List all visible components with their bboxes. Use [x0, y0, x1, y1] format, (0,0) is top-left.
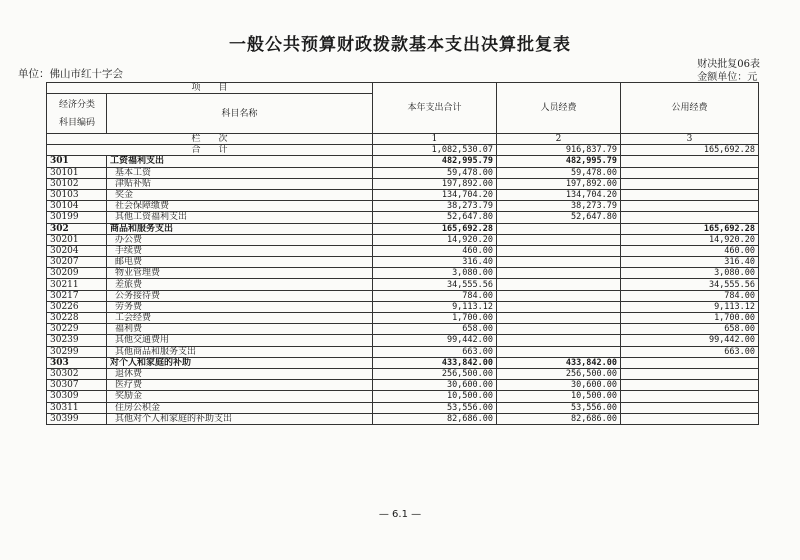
sum-personnel: 916,837.79 [497, 145, 621, 156]
row-total: 460.00 [373, 245, 497, 256]
row-total: 9,113.12 [373, 301, 497, 312]
table-row [47, 301, 759, 312]
row-code: 30101 [47, 167, 107, 178]
row-name: 商品和服务支出 [107, 223, 373, 234]
row-public [621, 357, 759, 368]
table-row [47, 368, 759, 379]
table-row [47, 402, 759, 413]
row-public [621, 402, 759, 413]
table-row [47, 245, 759, 256]
econ-class-label: 经济分类 [59, 100, 96, 110]
row-name: 社会保障缴费 [107, 201, 373, 212]
table-row [47, 156, 759, 167]
table-row [47, 178, 759, 189]
row-personnel [497, 301, 621, 312]
sum-total: 1,082,530.07 [373, 145, 497, 156]
row-code: 30204 [47, 245, 107, 256]
row-name: 住房公积金 [107, 402, 373, 413]
row-code: 30201 [47, 234, 107, 245]
index-label: 栏 次 [47, 134, 373, 145]
table-row [47, 357, 759, 368]
row-total: 10,500.00 [373, 391, 497, 402]
row-personnel: 38,273.79 [497, 201, 621, 212]
row-name: 其他工资福利支出 [107, 212, 373, 223]
row-total: 99,442.00 [373, 335, 497, 346]
row-personnel [497, 279, 621, 290]
index-1: 1 [373, 134, 497, 145]
row-name: 基本工资 [107, 167, 373, 178]
row-total: 59,478.00 [373, 167, 497, 178]
row-name: 奖励金 [107, 391, 373, 402]
row-total: 82,686.00 [373, 413, 497, 424]
row-code: 30302 [47, 368, 107, 379]
row-total: 433,842.00 [373, 357, 497, 368]
row-name: 其他交通费用 [107, 335, 373, 346]
row-name: 工资福利支出 [107, 156, 373, 167]
header-right [697, 58, 760, 84]
row-personnel [497, 313, 621, 324]
table-row [47, 413, 759, 424]
row-name: 办公费 [107, 234, 373, 245]
row-personnel: 433,842.00 [497, 357, 621, 368]
row-public: 460.00 [621, 245, 759, 256]
row-public [621, 167, 759, 178]
row-name: 退休费 [107, 368, 373, 379]
table-row [47, 391, 759, 402]
row-code: 30104 [47, 201, 107, 212]
row-public: 9,113.12 [621, 301, 759, 312]
row-personnel [497, 268, 621, 279]
row-public: 1,700.00 [621, 313, 759, 324]
row-total: 256,500.00 [373, 368, 497, 379]
row-code: 30311 [47, 402, 107, 413]
row-code: 303 [47, 357, 107, 368]
table-row [47, 167, 759, 178]
row-public [621, 368, 759, 379]
row-personnel [497, 335, 621, 346]
row-code: 30226 [47, 301, 107, 312]
row-code: 30228 [47, 313, 107, 324]
row-personnel: 53,556.00 [497, 402, 621, 413]
table-row [47, 324, 759, 335]
row-personnel: 59,478.00 [497, 167, 621, 178]
row-total: 14,920.20 [373, 234, 497, 245]
row-total: 34,555.56 [373, 279, 497, 290]
index-row [47, 134, 759, 145]
row-public [621, 380, 759, 391]
row-name: 工会经费 [107, 313, 373, 324]
row-public: 165,692.28 [621, 223, 759, 234]
row-total: 53,556.00 [373, 402, 497, 413]
row-total: 165,692.28 [373, 223, 497, 234]
expenditure-table [46, 82, 759, 425]
col-total-header: 本年支出合计 [373, 83, 497, 134]
row-name: 医疗费 [107, 380, 373, 391]
row-name: 奖金 [107, 189, 373, 200]
row-personnel: 10,500.00 [497, 391, 621, 402]
row-personnel [497, 223, 621, 234]
row-public: 316.40 [621, 257, 759, 268]
row-name: 公务接待费 [107, 290, 373, 301]
row-name: 劳务费 [107, 301, 373, 312]
row-total: 38,273.79 [373, 201, 497, 212]
row-name: 对个人和家庭的补助 [107, 357, 373, 368]
subject-code-label: 科目编码 [59, 118, 96, 128]
row-total: 134,704.20 [373, 189, 497, 200]
sum-public: 165,692.28 [621, 145, 759, 156]
row-total: 197,892.00 [373, 178, 497, 189]
table-row [47, 380, 759, 391]
table-row [47, 279, 759, 290]
row-name: 其他对个人和家庭的补助支出 [107, 413, 373, 424]
row-personnel [497, 234, 621, 245]
row-code: 30102 [47, 178, 107, 189]
amount-unit: 金额单位：元 [697, 72, 758, 83]
row-public [621, 212, 759, 223]
row-code: 30399 [47, 413, 107, 424]
row-total: 316.40 [373, 257, 497, 268]
table-row [47, 335, 759, 346]
row-personnel: 52,647.80 [497, 212, 621, 223]
row-total: 658.00 [373, 324, 497, 335]
row-name: 差旅费 [107, 279, 373, 290]
row-code: 30307 [47, 380, 107, 391]
col-public-header: 公用经费 [621, 83, 759, 134]
row-public: 784.00 [621, 290, 759, 301]
row-total: 482,995.79 [373, 156, 497, 167]
row-name: 邮电费 [107, 257, 373, 268]
row-code: 30217 [47, 290, 107, 301]
row-public [621, 178, 759, 189]
row-total: 30,600.00 [373, 380, 497, 391]
table-row [47, 234, 759, 245]
sum-label: 合 计 [47, 145, 373, 156]
row-personnel: 134,704.20 [497, 189, 621, 200]
row-public: 14,920.20 [621, 234, 759, 245]
unit-label: 单位：佛山市红十字会 [18, 68, 123, 80]
index-2: 2 [497, 134, 621, 145]
row-personnel [497, 257, 621, 268]
row-personnel: 256,500.00 [497, 368, 621, 379]
row-code: 302 [47, 223, 107, 234]
row-personnel: 197,892.00 [497, 178, 621, 189]
row-total: 1,700.00 [373, 313, 497, 324]
row-public: 3,080.00 [621, 268, 759, 279]
row-code: 30229 [47, 324, 107, 335]
row-code: 30209 [47, 268, 107, 279]
row-total: 52,647.80 [373, 212, 497, 223]
row-public [621, 201, 759, 212]
row-personnel [497, 290, 621, 301]
row-personnel: 482,995.79 [497, 156, 621, 167]
row-public [621, 189, 759, 200]
row-public: 99,442.00 [621, 335, 759, 346]
form-number: 财决批复06表 [697, 59, 760, 70]
row-code: 30103 [47, 189, 107, 200]
row-code: 30239 [47, 335, 107, 346]
row-personnel: 30,600.00 [497, 380, 621, 391]
row-total: 3,080.00 [373, 268, 497, 279]
table-row [47, 257, 759, 268]
row-public: 658.00 [621, 324, 759, 335]
table-row [47, 313, 759, 324]
project-header: 项 目 [47, 83, 373, 94]
row-public [621, 391, 759, 402]
row-code: 30207 [47, 257, 107, 268]
row-name: 其他商品和服务支出 [107, 346, 373, 357]
table-row [47, 201, 759, 212]
sum-row [47, 145, 759, 156]
page-number: — 6.1 — [378, 509, 422, 520]
row-name: 手续费 [107, 245, 373, 256]
row-personnel: 82,686.00 [497, 413, 621, 424]
row-name: 津贴补贴 [107, 178, 373, 189]
row-public [621, 156, 759, 167]
table-row [47, 290, 759, 301]
row-name: 物业管理费 [107, 268, 373, 279]
row-name: 福利费 [107, 324, 373, 335]
row-public: 663.00 [621, 346, 759, 357]
report-title: 一般公共预算财政拨款基本支出决算批复表 [229, 35, 571, 55]
index-3: 3 [621, 134, 759, 145]
table-row [47, 223, 759, 234]
row-code: 30199 [47, 212, 107, 223]
row-public: 34,555.56 [621, 279, 759, 290]
row-code: 30309 [47, 391, 107, 402]
row-public [621, 413, 759, 424]
row-personnel [497, 346, 621, 357]
table-row [47, 346, 759, 357]
col-personnel-header: 人员经费 [497, 83, 621, 134]
header-row-project [47, 83, 759, 94]
row-code: 301 [47, 156, 107, 167]
row-personnel [497, 245, 621, 256]
subject-name-header: 科目名称 [107, 94, 373, 134]
table-row [47, 268, 759, 279]
econ-class-cell [47, 94, 107, 134]
table-row [47, 189, 759, 200]
row-total: 663.00 [373, 346, 497, 357]
row-code: 30211 [47, 279, 107, 290]
row-personnel [497, 324, 621, 335]
row-code: 30299 [47, 346, 107, 357]
row-total: 784.00 [373, 290, 497, 301]
table-row [47, 212, 759, 223]
table-body [47, 156, 759, 425]
